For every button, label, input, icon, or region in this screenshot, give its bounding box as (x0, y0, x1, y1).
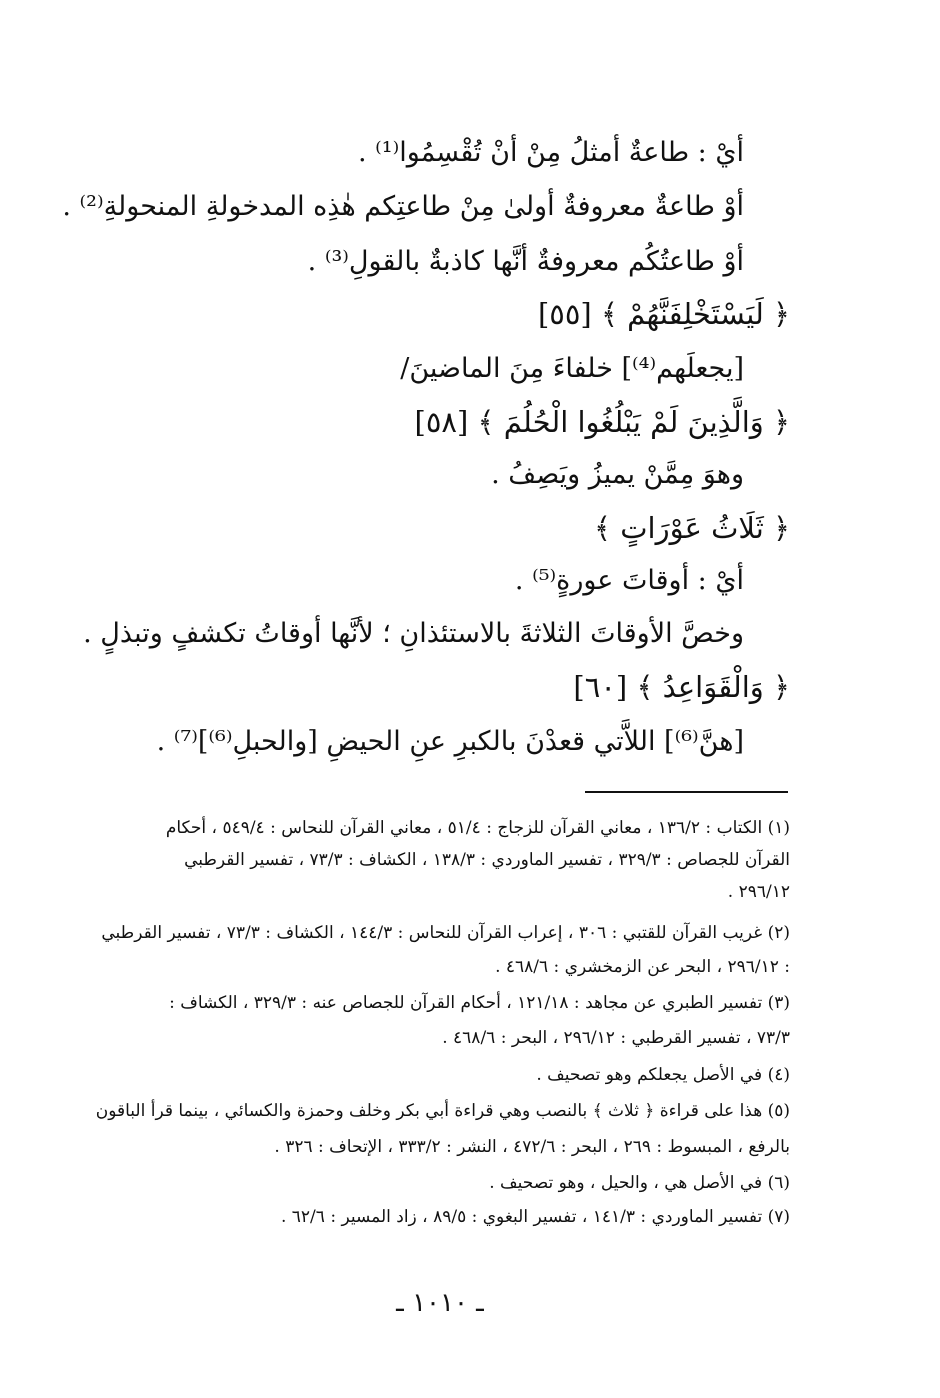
footnote-line: (٢) غريب القرآن للقتبي : ٣٠٦ ، إعراب القرآن للنحاس : ١٤٤/٣ ، الكشاف : ٧٣/٣ ، تفسير القرطبي (101, 923, 790, 943)
text-line: [هنَّ⁽⁶⁾] اللاَّتي قعدْنَ بالكبرِ عنِ الحيضِ [والحبلِ⁽⁶⁾]⁽⁷⁾ . (156, 726, 744, 757)
footnote-line: (٧) تفسير الماوردي : ١٤١/٣ ، تفسير البغوي : ٨٩/٥ ، زاد المسير : ٦٢/٦ . (280, 1207, 790, 1227)
text-line: [يجعلَهم⁽⁴⁾] خلفاءَ مِنَ الماضينَ/ (400, 353, 744, 384)
quran-verse-line: ﴿ ثَلَاثُ عَوْرَاتٍ ﴾ (594, 511, 790, 545)
footnote-line: (٣) تفسير الطبري عن مجاهد : ١٢١/١٨ ، أحكام القرآن للجصاص عنه : ٣٢٩/٣ ، الكشاف : (169, 993, 790, 1013)
footnote-line: ٢٩٦/١٢ . (727, 882, 790, 902)
footnote-line: (٤) في الأصل يجعلكم وهو تصحيف . (536, 1065, 790, 1085)
footnote-line: (٥) هذا على قراءة ﴿ ثلاث ﴾ بالنصب وهي قراءة أبي بكر وخلف وحمزة والكسائي ، بينما قرأ الباقون (95, 1101, 790, 1121)
quran-verse-line: ﴿ لَيَسْتَخْلِفَنَّهُمْ ﴾ [٥٥] (537, 297, 790, 331)
footnote-line: : ٢٩٦/١٢ ، البحر عن الزمخشري : ٤٦٨/٦ . (495, 957, 790, 977)
footnote-divider (585, 791, 788, 793)
text-line: أيْ : أوقاتَ عورةٍ⁽⁵⁾ . (514, 565, 744, 596)
footnote-line: (١) الكتاب : ١٣٦/٢ ، معاني القرآن للزجاج : ٥١/٤ ، معاني القرآن للنحاس : ٥٤٩/٤ ، أحكام (165, 818, 790, 838)
text-line: أوْ طاعتُكُم معروفةٌ أنَّها كاذبةٌ بالقولِ⁽³⁾ . (307, 246, 744, 277)
text-line: أوْ طاعةٌ معروفةٌ أولىٰ مِنْ طاعتِكم هٰذِه المدخولةِ المنحولةِ⁽²⁾ . (62, 191, 744, 222)
text-line: وخصَّ الأوقاتَ الثلاثةَ بالاستئذانِ ؛ لأنَّها أوقاتُ تكشفٍ وتبذلٍ . (83, 618, 744, 649)
footnote-line: القرآن للجصاص : ٣٢٩/٣ ، تفسير الماوردي : ١٣٨/٣ ، الكشاف : ٧٣/٣ ، تفسير القرطبي (184, 850, 790, 870)
text-line: أيْ : طاعةٌ أمثلُ مِنْ أنْ تُقْسِمُوا⁽¹⁾ . (357, 137, 744, 168)
page-number: ـ ١٠١٠ ـ (396, 1288, 484, 1318)
quran-verse-line: ﴿ وَالَّذِينَ لَمْ يَبْلُغُوا الْحُلُمَ ﴾ [٥٨] (414, 405, 790, 439)
quran-verse-line: ﴿ وَالْقَوَاعِدُ ﴾ [٦٠] (573, 670, 790, 704)
footnote-line: (٦) في الأصل هي ، والحيل ، وهو تصحيف . (489, 1173, 790, 1193)
footnote-line: بالرفع ، المبسوط : ٢٦٩ ، البحر : ٤٧٢/٦ ، النشر : ٣٣٣/٢ ، الإتحاف : ٣٢٦ . (274, 1137, 790, 1157)
footnote-line: ٧٣/٣ ، تفسير القرطبي : ٢٩٦/١٢ ، البحر : ٤٦٨/٦ . (442, 1028, 790, 1048)
text-line: وهوَ مِمَّنْ يميزُ ويَصِفُ . (491, 459, 744, 490)
